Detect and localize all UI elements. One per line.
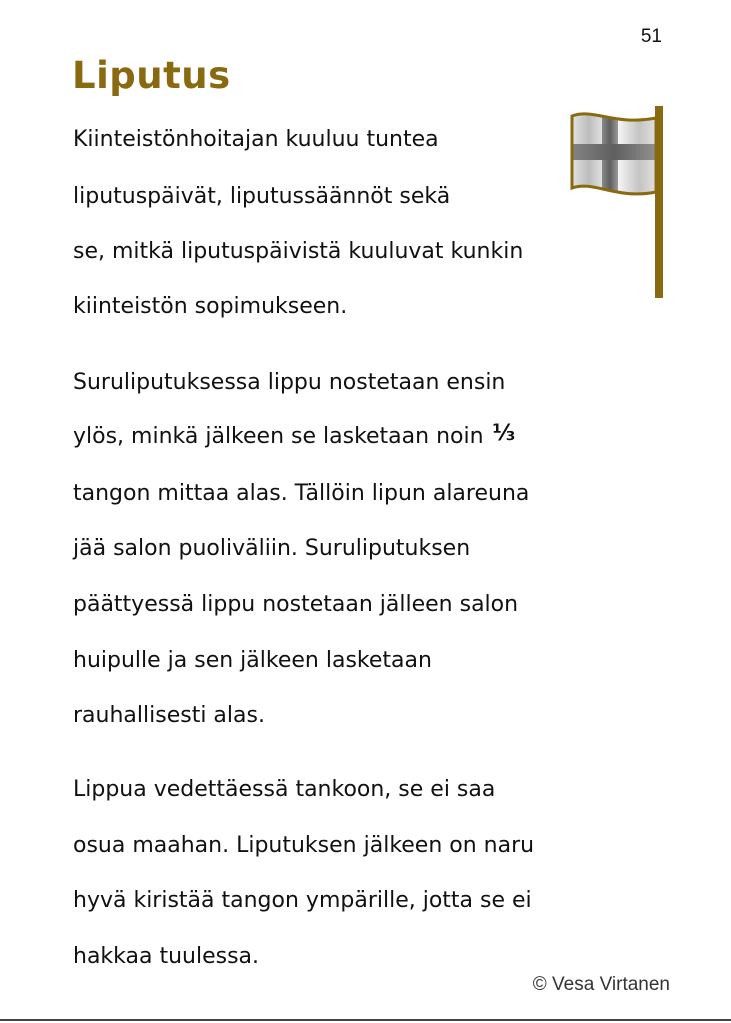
finnish-flag-icon: [564, 104, 668, 300]
paragraph-2-line-2-text: ylös, minkä jälkeen se lasketaan noin: [73, 424, 484, 449]
bottom-divider: [0, 1019, 731, 1021]
page-title: Liputus: [72, 54, 231, 97]
copyright-notice: © Vesa Virtanen: [532, 974, 670, 995]
page-number: 51: [640, 26, 662, 47]
fraction-one-third: ⅓: [492, 421, 516, 446]
paragraph-3-line-1: Lippua vedettäessä tankoon, se ei saa: [73, 777, 496, 802]
paragraph-1-line-2: liputuspäivät, liputussäännöt sekä: [73, 184, 451, 209]
paragraph-2-line-5: päättyessä lippu nostetaan jälleen salon: [73, 592, 519, 617]
paragraph-3-line-3: hyvä kiristää tangon ympärille, jotta se ei: [73, 888, 532, 913]
paragraph-2-line-3: tangon mittaa alas. Tällöin lipun alareuna: [73, 481, 530, 506]
paragraph-3-line-2: osua maahan. Liputuksen jälkeen on naru: [73, 833, 535, 858]
paragraph-1-line-3: se, mitkä liputuspäivistä kuuluvat kunkin: [73, 239, 524, 264]
paragraph-2-line-1: Suruliputuksessa lippu nostetaan ensin: [73, 370, 506, 395]
paragraph-2-line-2: [73, 422, 515, 452]
paragraph-3-line-4: hakkaa tuulessa.: [73, 944, 260, 969]
paragraph-1-line-4: kiinteistön sopimukseen.: [73, 294, 348, 319]
paragraph-2-line-4: jää salon puoliväliin. Suruliputuksen: [73, 536, 471, 561]
paragraph-1-line-1: Kiinteistönhoitajan kuuluu tuntea: [73, 127, 439, 152]
paragraph-2-line-7: rauhallisesti alas.: [73, 703, 265, 728]
paragraph-2-line-6: huipulle ja sen jälkeen lasketaan: [73, 648, 432, 673]
